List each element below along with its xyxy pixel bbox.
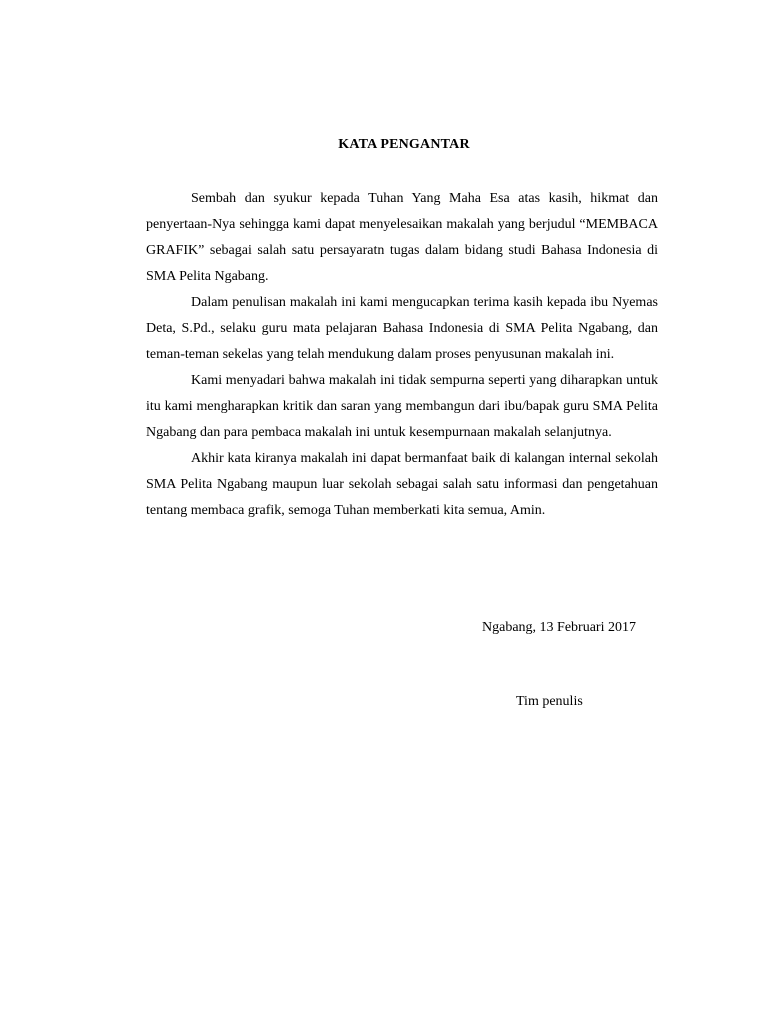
- paragraph-closing: Akhir kata kiranya makalah ini dapat bermanfaat baik di kalangan internal sekolah SMA Pelita Ngabang maupun luar sekolah sebagai salah satu informasi dan pengetahuan tentang membaca grafik, semoga Tuhan memberkati kita semua, Amin.: [146, 451, 658, 518]
- paragraph-opening: Sembah dan syukur kepada Tuhan Yang Maha Esa atas kasih, hikmat dan penyertaan-Nya sehingga kami dapat menyelesaikan makalah yang berjudul “MEMBACA GRAFIK” sebagai salah satu persayaratn tugas dalam bidang studi Bahasa Indonesia di SMA Pelita Ngabang.: [146, 191, 658, 284]
- document-body: [146, 186, 658, 524]
- page-title: KATA PENGANTAR: [338, 137, 470, 152]
- paragraph-thanks: Dalam penulisan makalah ini kami mengucapkan terima kasih kepada ibu Nyemas Deta, S.Pd., selaku guru mata pelajaran Bahasa Indonesia di SMA Pelita Ngabang, dan teman-teman sekelas yang telah mendukung dalam proses penyusunan makalah ini.: [146, 295, 658, 362]
- paragraph-apology: Kami menyadari bahwa makalah ini tidak sempurna seperti yang diharapkan untuk itu kami mengharapkan kritik dan saran yang membangun dari ibu/bapak guru SMA Pelita Ngabang dan para pembaca makalah ini untuk kesempurnaan makalah selanjutnya.: [146, 373, 658, 440]
- place-and-date: Ngabang, 13 Februari 2017: [482, 620, 636, 635]
- signer-name: Tim penulis: [516, 694, 583, 709]
